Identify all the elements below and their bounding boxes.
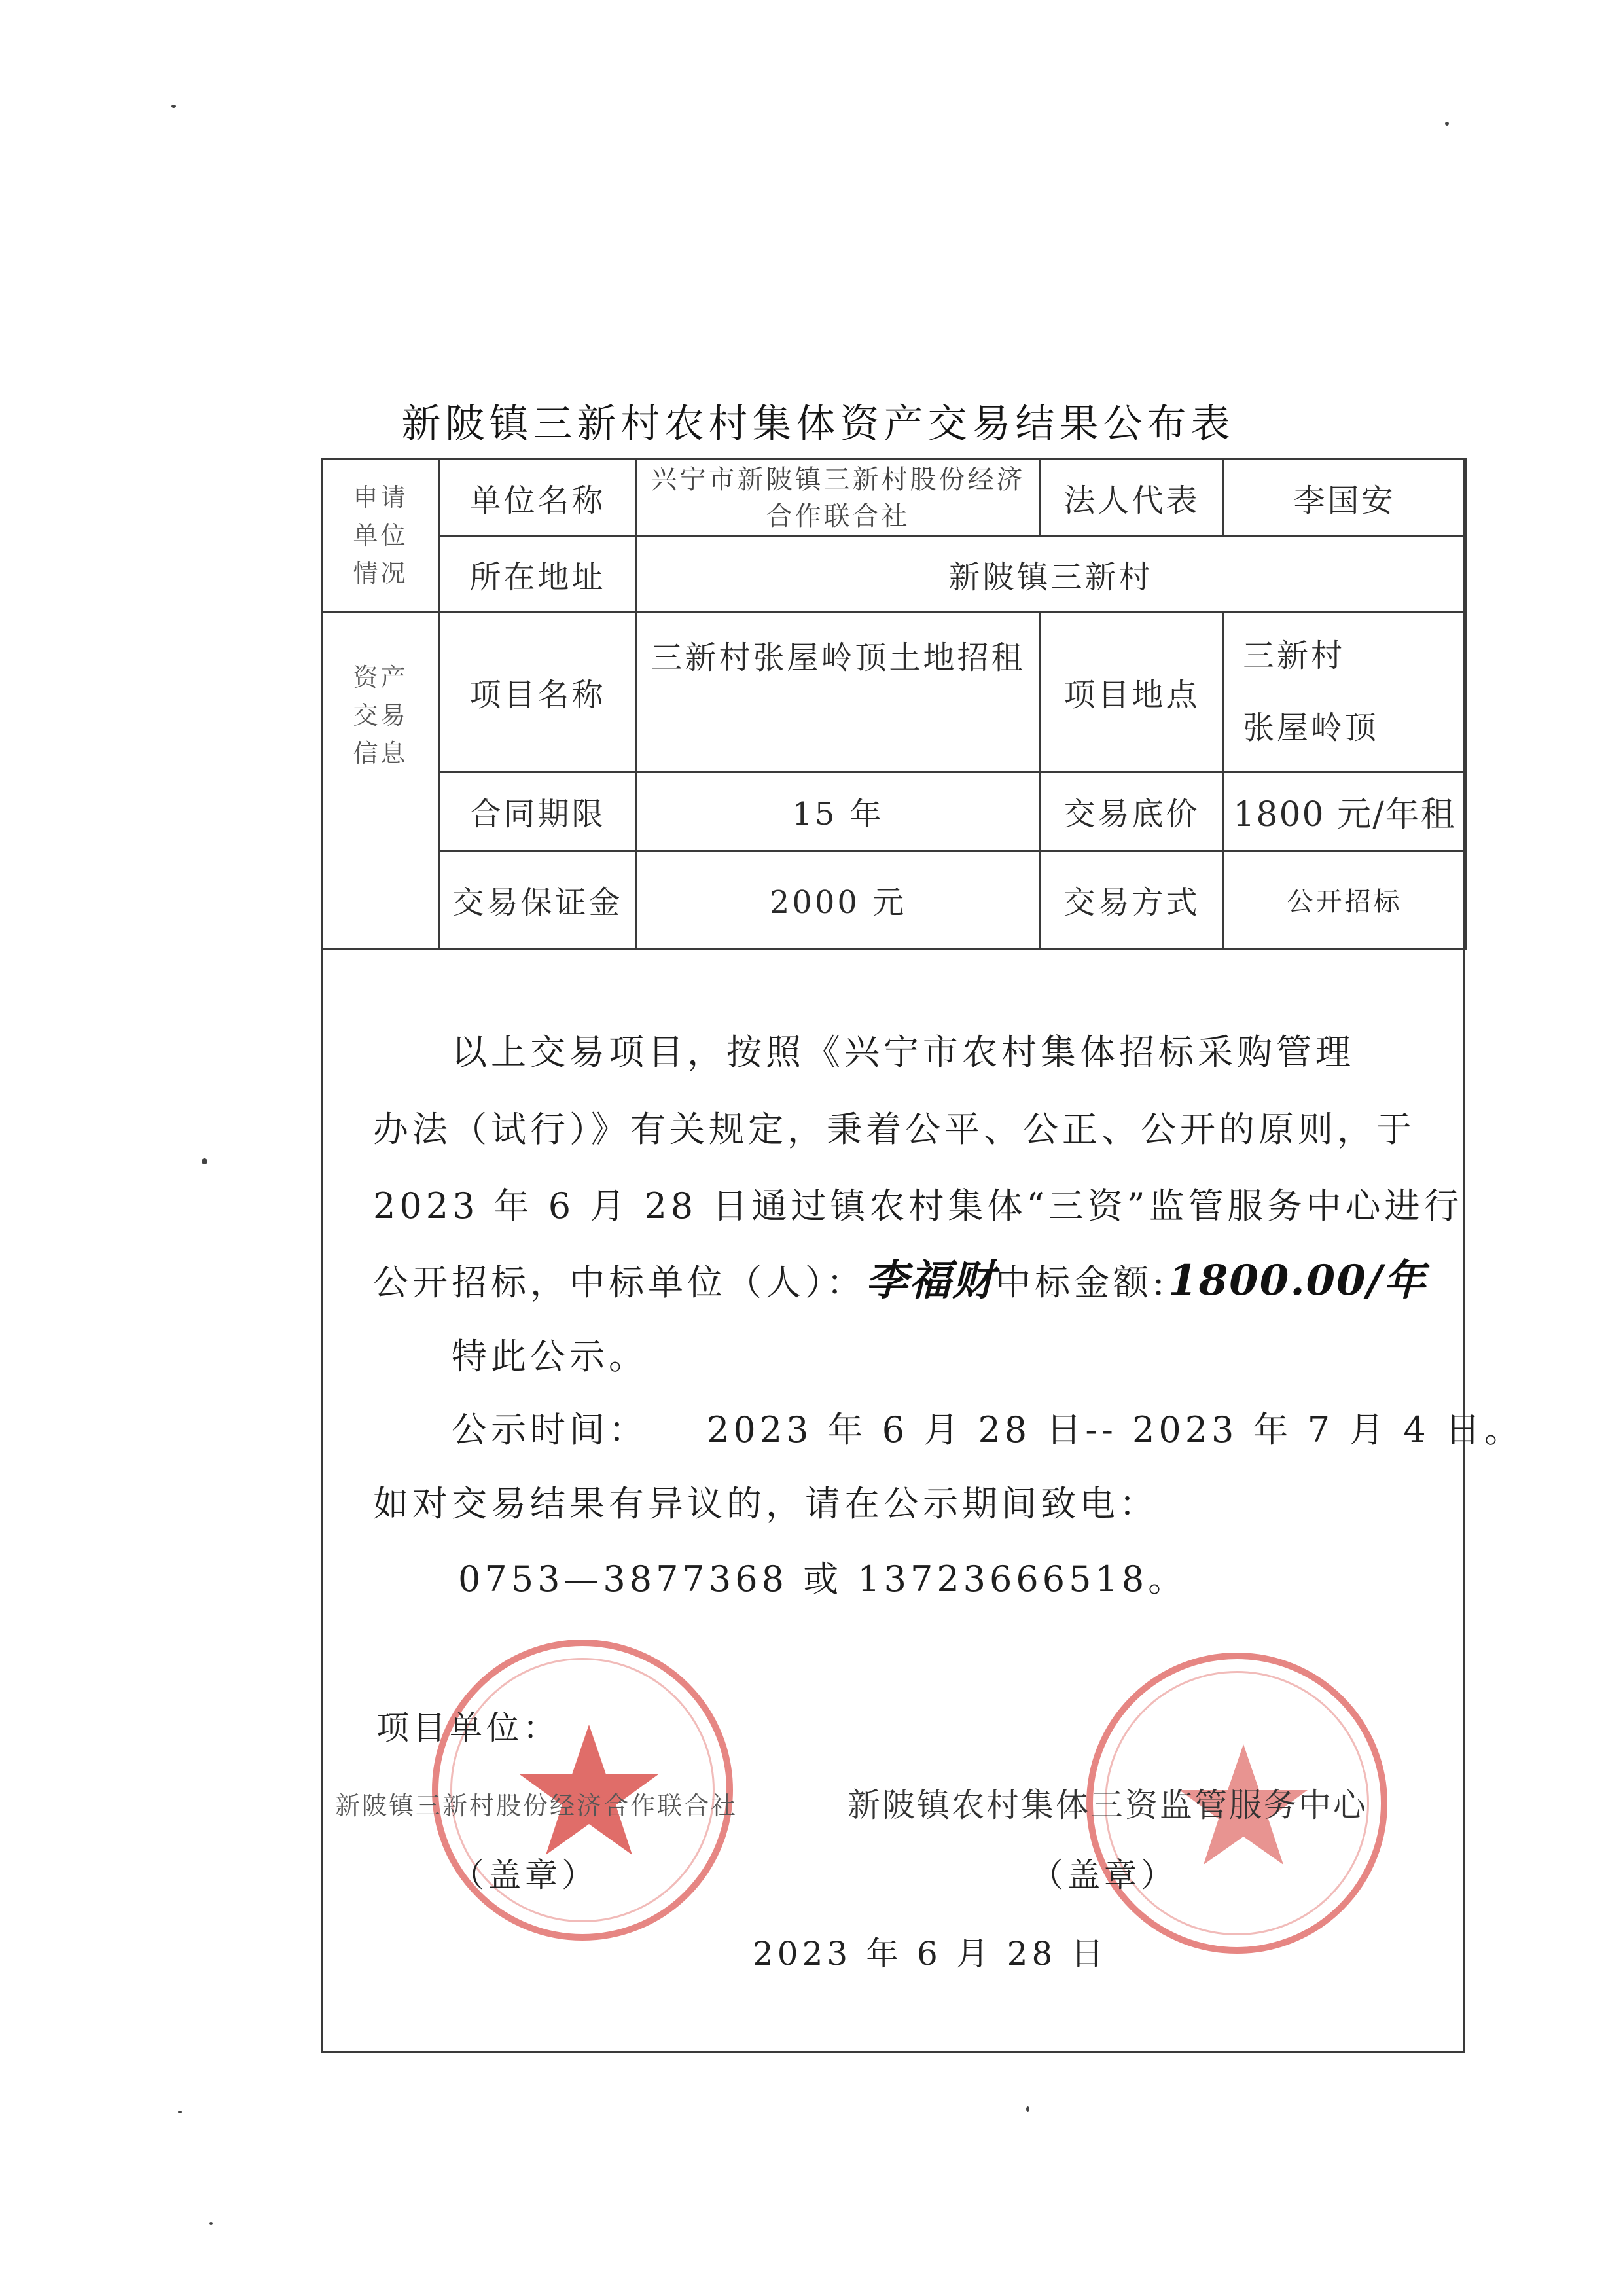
- table-row: [322, 772, 1466, 851]
- unit-name-label: 单位名称: [440, 459, 636, 537]
- scan-speck: [1026, 2106, 1029, 2112]
- left-org-name: 新陂镇三新村股份经济合作联合社: [335, 1791, 738, 1820]
- notice-line-5: 特此公示。: [452, 1336, 648, 1377]
- period-label: 公示时间：: [452, 1409, 648, 1450]
- legal-rep-value: 李国安: [1224, 459, 1466, 537]
- info-table: [321, 458, 1467, 950]
- contract-term-value: 15 年: [636, 772, 1041, 851]
- amount-label: 中标金额:: [995, 1262, 1169, 1303]
- notice-period: [452, 1402, 1524, 1452]
- project-name-label: 项目名称: [440, 612, 636, 772]
- deposit-value: 2000 元: [636, 851, 1041, 949]
- left-seal-note: （盖章）: [452, 1856, 598, 1894]
- page-title: 新陂镇三新村农村集体资产交易结果公布表: [401, 401, 1235, 447]
- base-price-label: 交易底价: [1041, 772, 1224, 851]
- signature-date: 2023 年 6 月 28 日: [753, 1935, 1108, 1973]
- notice-line-3: 2023 年 6 月 28 日通过镇农村集体“三资”监管服务中心进行: [373, 1185, 1463, 1227]
- project-location-value: 三新村 张屋岭顶: [1224, 612, 1466, 772]
- notice-objection: 如对交易结果有异议的，请在公示期间致电：: [373, 1483, 1158, 1524]
- scan-speck: [171, 105, 176, 108]
- project-unit-label: 项目单位：: [376, 1709, 560, 1747]
- table-row: [322, 612, 1466, 772]
- amount-handwritten: 1800.00/年: [1168, 1256, 1427, 1305]
- winner-prefix: 公开招标，中标单位（人）：: [373, 1262, 866, 1303]
- legal-rep-label: 法人代表: [1041, 459, 1224, 537]
- scan-speck: [1445, 122, 1449, 126]
- method-label: 交易方式: [1041, 851, 1224, 949]
- table-row: [322, 537, 1466, 612]
- scan-speck: [178, 2111, 182, 2113]
- contract-term-label: 合同期限: [440, 772, 636, 851]
- address-label: 所在地址: [440, 537, 636, 612]
- project-name-value: 三新村张屋岭顶土地招租: [636, 612, 1041, 772]
- period-value: 2023 年 6 月 28 日-- 2023 年 7 月 4 日。: [707, 1409, 1524, 1450]
- table-row: [322, 459, 1466, 537]
- right-org-name: 新陂镇农村集体三资监管服务中心: [847, 1786, 1368, 1824]
- method-value: 公开招标: [1224, 851, 1466, 949]
- asset-group-cell: 资产 交易 信息: [322, 612, 440, 949]
- base-price-value: 1800 元/年租: [1224, 772, 1466, 851]
- notice-line-4: [373, 1247, 1427, 1307]
- notice-line-2: 办法（试行）》有关规定，秉着公平、公正、公开的原则，于: [373, 1109, 1416, 1150]
- unit-name-value: 兴宁市新陂镇三新村股份经济 合作联合社: [636, 459, 1041, 537]
- right-seal-note: （盖章）: [1031, 1856, 1177, 1894]
- scan-speck: [209, 2222, 213, 2225]
- notice-phones: 0753—3877368 或 13723666518。: [458, 1558, 1188, 1600]
- table-row: [322, 851, 1466, 949]
- winner-handwritten: 李福财: [866, 1256, 995, 1305]
- notice-line-1: 以上交易项目，按照《兴宁市农村集体招标采购管理: [452, 1031, 1355, 1073]
- address-value: 新陂镇三新村: [636, 537, 1466, 612]
- applicant-group-cell: 申请 单位 情况: [322, 459, 440, 612]
- deposit-label: 交易保证金: [440, 851, 636, 949]
- project-location-label: 项目地点: [1041, 612, 1224, 772]
- scan-speck: [202, 1158, 207, 1164]
